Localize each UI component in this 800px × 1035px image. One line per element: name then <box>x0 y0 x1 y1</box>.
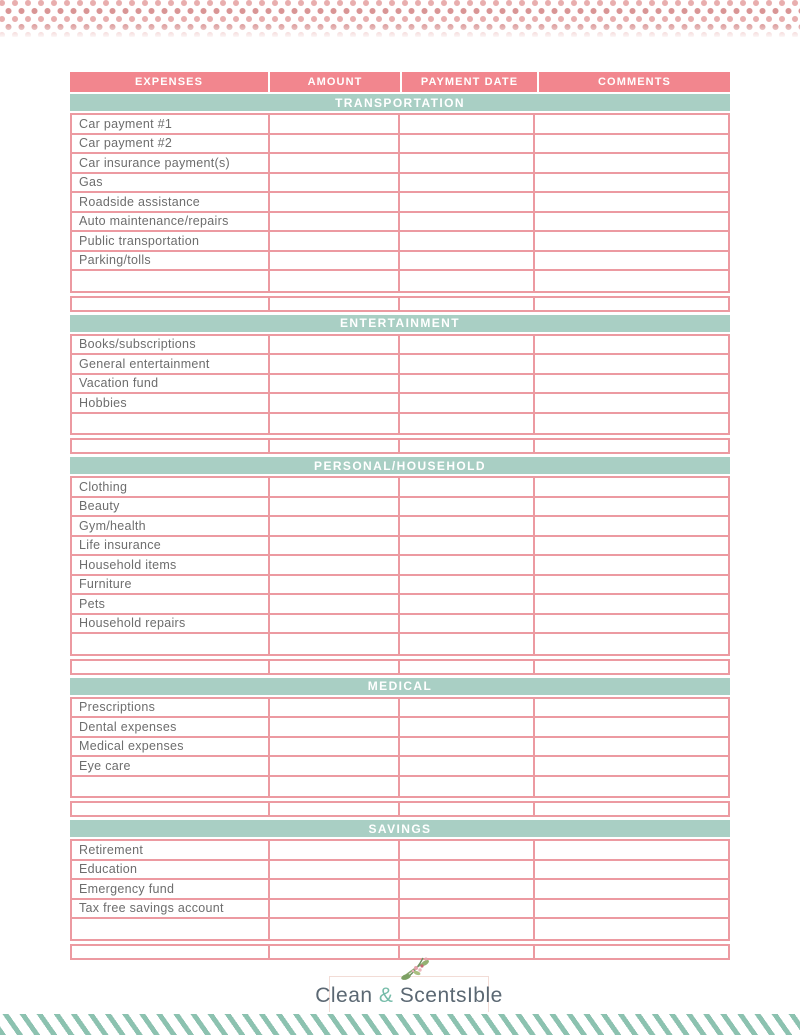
table-row <box>72 375 728 395</box>
payment-date-cell[interactable] <box>400 880 535 898</box>
amount-cell[interactable] <box>270 498 400 516</box>
section-header-transportation: TRANSPORTATION <box>70 94 730 111</box>
comments-cell[interactable] <box>535 946 728 958</box>
comments-cell[interactable] <box>535 615 728 633</box>
table-row <box>72 919 728 939</box>
table-row <box>72 517 728 537</box>
payment-date-cell[interactable] <box>400 738 535 756</box>
amount-cell[interactable] <box>270 757 400 775</box>
payment-date-cell[interactable] <box>400 498 535 516</box>
amount-cell[interactable] <box>270 919 400 939</box>
expense-label-cell: Public transportation <box>72 232 270 250</box>
payment-date-cell[interactable] <box>400 115 535 133</box>
column-header-payment-date: PAYMENT DATE <box>402 72 539 92</box>
payment-date-cell[interactable] <box>400 517 535 535</box>
payment-date-cell[interactable] <box>400 803 535 815</box>
table-row <box>72 861 728 881</box>
comments-cell[interactable] <box>535 174 728 192</box>
amount-cell[interactable] <box>270 718 400 736</box>
comments-cell[interactable] <box>535 271 728 291</box>
payment-date-cell[interactable] <box>400 478 535 496</box>
expense-label-cell <box>72 440 270 452</box>
comments-cell[interactable] <box>535 576 728 594</box>
comments-cell[interactable] <box>535 919 728 939</box>
comments-cell[interactable] <box>535 213 728 231</box>
expense-label-cell: Tax free savings account <box>72 900 270 918</box>
amount-cell[interactable] <box>270 556 400 574</box>
column-header-expenses: EXPENSES <box>70 72 270 92</box>
amount-cell[interactable] <box>270 861 400 879</box>
expense-label-cell: Furniture <box>72 576 270 594</box>
payment-date-cell[interactable] <box>400 777 535 797</box>
amount-cell[interactable] <box>270 777 400 797</box>
payment-date-cell[interactable] <box>400 355 535 373</box>
logo-ampersand: & <box>378 984 394 1007</box>
payment-date-cell[interactable] <box>400 135 535 153</box>
table-row <box>72 135 728 155</box>
amount-cell[interactable] <box>270 213 400 231</box>
top-polka-dot-border <box>0 0 800 37</box>
expense-label-cell <box>72 271 270 291</box>
comments-cell[interactable] <box>535 414 728 434</box>
section-rows-savings <box>70 839 730 941</box>
expense-label-cell: Life insurance <box>72 537 270 555</box>
amount-cell[interactable] <box>270 478 400 496</box>
table-row <box>72 777 728 797</box>
section-rows-personal-household <box>70 476 730 656</box>
bottom-stripe-border <box>0 1012 800 1035</box>
amount-cell[interactable] <box>270 375 400 393</box>
section-header-medical: MEDICAL <box>70 678 730 695</box>
logo-word-clean: Clean <box>315 984 373 1007</box>
expense-label-cell <box>72 803 270 815</box>
comments-cell[interactable] <box>535 699 728 717</box>
table-row <box>72 900 728 920</box>
expense-label-cell: Household items <box>72 556 270 574</box>
payment-date-cell[interactable] <box>400 174 535 192</box>
comments-cell[interactable] <box>535 803 728 815</box>
amount-cell[interactable] <box>270 900 400 918</box>
amount-cell[interactable] <box>270 193 400 211</box>
expense-label-cell <box>72 946 270 958</box>
table-row <box>72 615 728 635</box>
comments-cell[interactable] <box>535 718 728 736</box>
amount-cell[interactable] <box>270 252 400 270</box>
payment-date-cell[interactable] <box>400 615 535 633</box>
amount-cell[interactable] <box>270 135 400 153</box>
expense-label-cell: Gym/health <box>72 517 270 535</box>
comments-cell[interactable] <box>535 375 728 393</box>
comments-cell[interactable] <box>535 355 728 373</box>
table-row <box>72 634 728 654</box>
comments-cell[interactable] <box>535 135 728 153</box>
column-header-amount: AMOUNT <box>270 72 402 92</box>
payment-date-cell[interactable] <box>400 556 535 574</box>
expense-label-cell: Hobbies <box>72 394 270 412</box>
expense-label-cell: Auto maintenance/repairs <box>72 213 270 231</box>
table-row <box>72 803 728 815</box>
comments-cell[interactable] <box>535 757 728 775</box>
amount-cell[interactable] <box>270 738 400 756</box>
payment-date-cell[interactable] <box>400 757 535 775</box>
expense-label-cell: Vacation fund <box>72 375 270 393</box>
section-extra-row-personal-household <box>70 659 730 675</box>
amount-cell[interactable] <box>270 661 400 673</box>
amount-cell[interactable] <box>270 595 400 613</box>
expense-label-cell: Car insurance payment(s) <box>72 154 270 172</box>
table-row <box>72 355 728 375</box>
expense-label-cell: Dental expenses <box>72 718 270 736</box>
floral-sprig-icon <box>392 956 436 991</box>
comments-cell[interactable] <box>535 861 728 879</box>
table-row <box>72 271 728 291</box>
table-row <box>72 498 728 518</box>
comments-cell[interactable] <box>535 537 728 555</box>
amount-cell[interactable] <box>270 298 400 310</box>
table-row <box>72 394 728 414</box>
section-rows-entertainment <box>70 334 730 436</box>
section-extra-row-transportation <box>70 296 730 312</box>
payment-date-cell[interactable] <box>400 336 535 354</box>
amount-cell[interactable] <box>270 154 400 172</box>
section-rows-medical <box>70 697 730 799</box>
amount-cell[interactable] <box>270 355 400 373</box>
amount-cell[interactable] <box>270 880 400 898</box>
comments-cell[interactable] <box>535 115 728 133</box>
table-row <box>72 537 728 557</box>
expense-label-cell <box>72 777 270 797</box>
payment-date-cell[interactable] <box>400 213 535 231</box>
amount-cell[interactable] <box>270 336 400 354</box>
amount-cell[interactable] <box>270 634 400 654</box>
comments-cell[interactable] <box>535 232 728 250</box>
table-row <box>72 414 728 434</box>
table-row <box>72 699 728 719</box>
expense-label-cell <box>72 634 270 654</box>
logo-word-scentsible: ScentsIble <box>399 984 503 1007</box>
payment-date-cell[interactable] <box>400 537 535 555</box>
payment-date-cell[interactable] <box>400 271 535 291</box>
payment-date-cell[interactable] <box>400 900 535 918</box>
table-row <box>72 193 728 213</box>
amount-cell[interactable] <box>270 841 400 859</box>
expense-label-cell: Retirement <box>72 841 270 859</box>
table-row <box>72 880 728 900</box>
expense-label-cell: Books/subscriptions <box>72 336 270 354</box>
amount-cell[interactable] <box>270 537 400 555</box>
amount-cell[interactable] <box>270 174 400 192</box>
payment-date-cell[interactable] <box>400 375 535 393</box>
table-row <box>72 661 728 673</box>
payment-date-cell[interactable] <box>400 440 535 452</box>
table-row <box>72 154 728 174</box>
table-row <box>72 595 728 615</box>
amount-cell[interactable] <box>270 414 400 434</box>
expense-label-cell: Clothing <box>72 478 270 496</box>
expense-label-cell <box>72 414 270 434</box>
comments-cell[interactable] <box>535 880 728 898</box>
comments-cell[interactable] <box>535 738 728 756</box>
expense-label-cell <box>72 661 270 673</box>
comments-cell[interactable] <box>535 193 728 211</box>
comments-cell[interactable] <box>535 777 728 797</box>
expense-label-cell: Car payment #1 <box>72 115 270 133</box>
amount-cell[interactable] <box>270 576 400 594</box>
table-row <box>72 440 728 452</box>
comments-cell[interactable] <box>535 154 728 172</box>
expense-label-cell: Eye care <box>72 757 270 775</box>
table-row <box>72 757 728 777</box>
comments-cell[interactable] <box>535 595 728 613</box>
expense-label-cell: General entertainment <box>72 355 270 373</box>
table-row <box>72 115 728 135</box>
payment-date-cell[interactable] <box>400 661 535 673</box>
logo <box>315 976 503 1016</box>
expense-label-cell: Beauty <box>72 498 270 516</box>
comments-cell[interactable] <box>535 440 728 452</box>
amount-cell[interactable] <box>270 394 400 412</box>
table-row <box>72 232 728 252</box>
amount-cell[interactable] <box>270 440 400 452</box>
payment-date-cell[interactable] <box>400 193 535 211</box>
amount-cell[interactable] <box>270 699 400 717</box>
table-row <box>72 336 728 356</box>
table-row <box>72 576 728 596</box>
table-row <box>72 718 728 738</box>
payment-date-cell[interactable] <box>400 699 535 717</box>
comments-cell[interactable] <box>535 478 728 496</box>
comments-cell[interactable] <box>535 661 728 673</box>
payment-date-cell[interactable] <box>400 595 535 613</box>
table-row <box>72 556 728 576</box>
comments-cell[interactable] <box>535 556 728 574</box>
payment-date-cell[interactable] <box>400 298 535 310</box>
payment-date-cell[interactable] <box>400 841 535 859</box>
comments-cell[interactable] <box>535 900 728 918</box>
amount-cell[interactable] <box>270 271 400 291</box>
table-row <box>72 213 728 233</box>
payment-date-cell[interactable] <box>400 394 535 412</box>
comments-cell[interactable] <box>535 498 728 516</box>
payment-date-cell[interactable] <box>400 154 535 172</box>
expense-label-cell: Car payment #2 <box>72 135 270 153</box>
payment-date-cell[interactable] <box>400 576 535 594</box>
table-row <box>72 738 728 758</box>
payment-date-cell[interactable] <box>400 634 535 654</box>
payment-date-cell[interactable] <box>400 414 535 434</box>
comments-cell[interactable] <box>535 298 728 310</box>
comments-cell[interactable] <box>535 336 728 354</box>
comments-cell[interactable] <box>535 517 728 535</box>
expense-label-cell: Pets <box>72 595 270 613</box>
expense-label-cell: Education <box>72 861 270 879</box>
payment-date-cell[interactable] <box>400 232 535 250</box>
budget-worksheet-table <box>70 72 730 963</box>
table-row <box>72 841 728 861</box>
section-header-savings: SAVINGS <box>70 820 730 837</box>
table-row <box>72 174 728 194</box>
expense-label-cell: Household repairs <box>72 615 270 633</box>
expense-label-cell <box>72 919 270 939</box>
expense-label-cell <box>72 298 270 310</box>
expense-label-cell: Gas <box>72 174 270 192</box>
section-rows-transportation <box>70 113 730 293</box>
amount-cell[interactable] <box>270 115 400 133</box>
expense-label-cell: Medical expenses <box>72 738 270 756</box>
table-header-row <box>70 72 730 92</box>
payment-date-cell[interactable] <box>400 252 535 270</box>
amount-cell[interactable] <box>270 517 400 535</box>
section-extra-row-entertainment <box>70 438 730 454</box>
amount-cell[interactable] <box>270 615 400 633</box>
expense-label-cell: Roadside assistance <box>72 193 270 211</box>
expense-label-cell: Prescriptions <box>72 699 270 717</box>
payment-date-cell[interactable] <box>400 718 535 736</box>
section-header-entertainment: ENTERTAINMENT <box>70 315 730 332</box>
comments-cell[interactable] <box>535 252 728 270</box>
section-extra-row-medical <box>70 801 730 817</box>
column-header-comments: COMMENTS <box>598 76 671 88</box>
amount-cell[interactable] <box>270 946 400 958</box>
section-header-personal-household: PERSONAL/HOUSEHOLD <box>70 457 730 474</box>
table-row <box>72 478 728 498</box>
comments-cell[interactable] <box>535 634 728 654</box>
table-sections <box>70 94 730 960</box>
amount-cell[interactable] <box>270 232 400 250</box>
amount-cell[interactable] <box>270 803 400 815</box>
table-row <box>72 298 728 310</box>
payment-date-cell[interactable] <box>400 919 535 939</box>
table-row <box>72 252 728 272</box>
expense-label-cell: Emergency fund <box>72 880 270 898</box>
expense-label-cell: Parking/tolls <box>72 252 270 270</box>
comments-cell[interactable] <box>535 841 728 859</box>
comments-cell[interactable] <box>535 394 728 412</box>
payment-date-cell[interactable] <box>400 861 535 879</box>
